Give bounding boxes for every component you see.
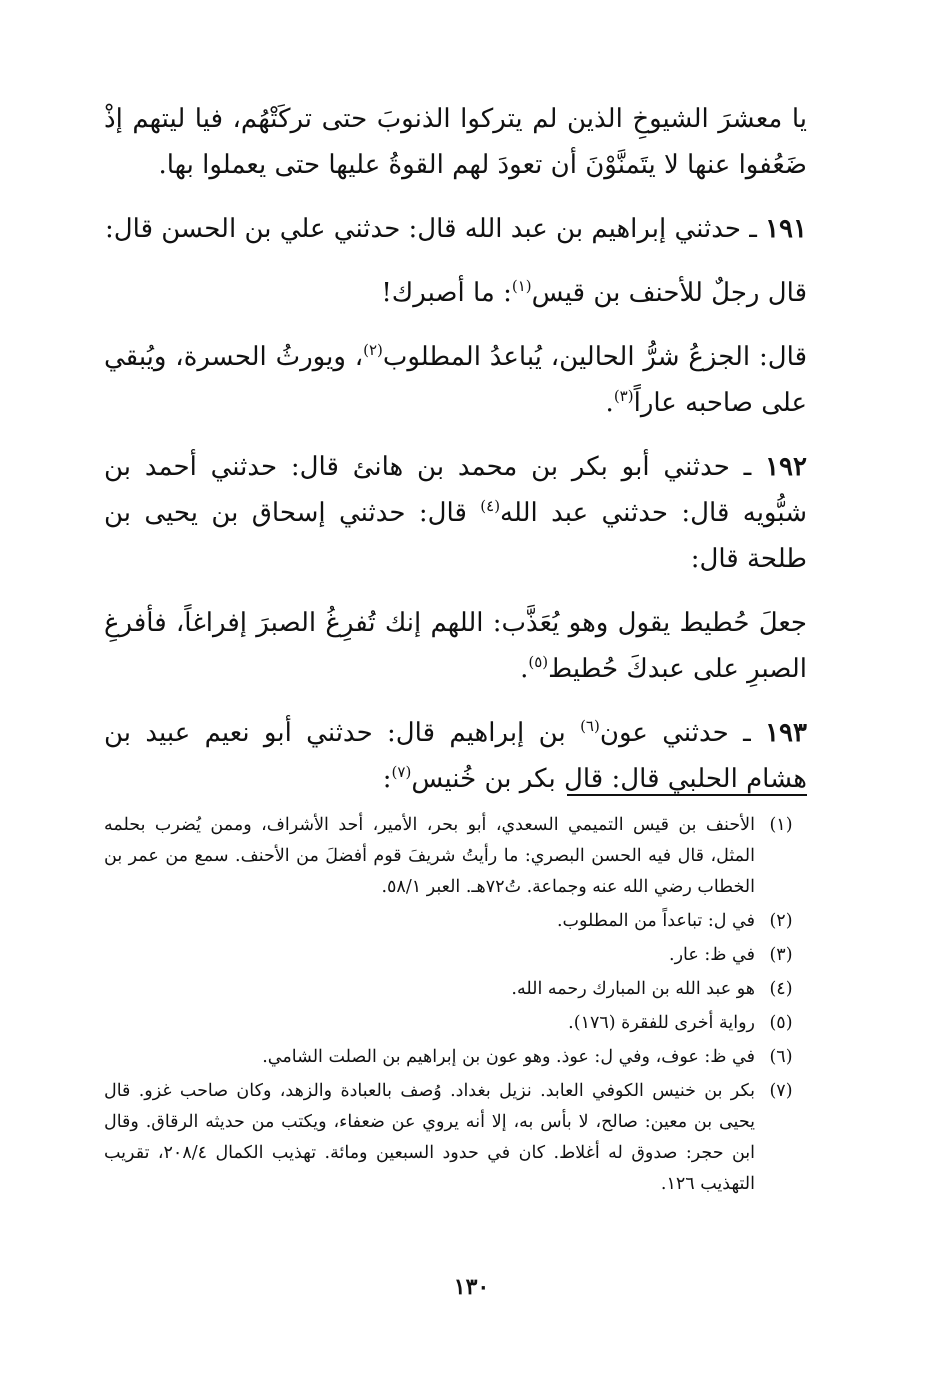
answer-text-end: . [605,388,614,418]
paragraph-question [104,270,807,316]
narration-text: ـ حدثني إبراهيم بن عبد الله قال: حدثني علي بن الحسن قال: [105,214,766,244]
narration-number: ١٩٢ [765,452,807,482]
footnotes [104,810,807,1203]
footnote-number: (٣) [769,945,793,965]
footnote-ref-4[interactable]: (٤) [480,497,501,515]
footnote-text: رواية أخرى للفقرة (١٧٦). [568,1013,755,1033]
footnote-number: (٦) [769,1047,793,1067]
footnote-5 [104,1008,807,1039]
narration-number: ١٩١ [765,214,807,244]
hutayt-text-end: . [520,654,529,684]
footnote-ref-7[interactable]: (٧) [391,763,412,781]
narration-191 [104,206,807,252]
footnote-number: (٤) [769,979,793,999]
question-text: قال رجلٌ للأحنف بن قيس [531,278,807,308]
footnote-3 [104,940,807,971]
footnote-number: (٢) [769,911,793,931]
footnote-ref-6[interactable]: (٦) [580,717,600,735]
footnote-2 [104,906,807,937]
footnote-text: في ظ: عار. [669,945,755,965]
footnote-text: بكر بن خنيس الكوفي العابد. نزيل بغداد. وُصف بالعبادة والزهد، وكان صاحب غزو. قال يحيى بن معين: صالح، لا بأس به، إلا أنه يروي عن ضعفاء، ويكتب من حديثه الرقاق. وقال ابن حجر: صدوق له أغلاط. كان في حدود السبعين ومائة. تهذيب الكمال ٢٠٨/٤، تقريب التهذيب ١٢٦. [104,1081,755,1194]
narration-192 [104,444,807,582]
footnote-ref-3[interactable]: (٣) [613,387,634,405]
opening-text: يا معشرَ الشيوخِ الذين لم يتركوا الذنوبَ حتى تركَتْهُم، فيا ليتهم إذْ ضَعُفوا عنها لا يتَمنَّوْنَ أن تعودَ لهم القوةُ عليها حتى يعملوا بها. [104,104,807,180]
narration-number: ١٩٣ [765,718,807,748]
footnote-ref-1[interactable]: (١) [511,277,532,295]
footnote-text: في ل: تباعداً من المطلوب. [556,911,755,931]
footnote-7 [104,1076,807,1200]
narration-text-end: قال: حدثني إسحاق بن يحيى بن طلحة قال: [104,498,807,574]
footnote-number: (٥) [769,1013,793,1033]
narration-text: ـ حدثني عون [599,718,766,748]
footnote-text: الأحنف بن قيس التميمي السعدي، أبو بحر، الأمير، أحد الأشراف، وممن يُضرب بحلمه المثل، قال فيه الحسن البصري: ما رأيتُ شريفَ قوم أفضلَ من الأحنف. سمع من عمر بن الخطاب رضي الله عنه وجماعة. تُ٧٢هـ. العبر ٥٨/١. [104,815,755,897]
footnote-text: هو عبد الله بن المبارك رحمه الله. [511,979,755,999]
footnote-divider [567,794,807,796]
narration-text-end: : [382,764,392,794]
footnote-text: في ظ: عوف، وفي ل: عوذ. وهو عون بن إبراهيم بن الصلت الشامي. [262,1047,755,1067]
footnote-ref-5[interactable]: (٥) [528,653,549,671]
footnote-number: (٧) [769,1081,793,1101]
footnote-6 [104,1042,807,1073]
hutayt-text: جعلَ حُطيط يقول وهو يُعَذَّب: اللهم إنك تُفرِغُ الصبرَ إفراغاً، فأفرغِ الصبرِ على عبدكَ حُطيط [104,608,808,684]
paragraph-answer [104,334,807,426]
footnote-4 [104,974,807,1005]
answer-text-mid: ، ويورثُ الحسرة، ويُبقي على صاحبه عاراً [104,342,807,418]
narration-text-mid: بن إبراهيم قال: حدثني أبو نعيم عبيد بن هشام الحلبي قال: قال بكر بن خُنيس [104,718,807,794]
footnote-1 [104,810,807,903]
narration-193 [104,710,807,802]
narration-text: ـ حدثني أبو بكر بن محمد بن هانئ قال: حدثني أحمد بن شبُّويه قال: حدثني عبد الله [104,452,807,528]
paragraph-opening [104,96,807,188]
page-body [104,96,808,1194]
paragraph-hutayt [104,600,807,692]
footnote-number: (١) [769,815,793,835]
answer-text: قال: الجزعُ شرُّ الحالين، يُباعدُ المطلوب [382,342,807,372]
question-text-end: : ما أصبرك! [381,278,512,308]
footnote-ref-2[interactable]: (٢) [363,341,383,359]
page-number: ١٣٠ [453,1274,490,1300]
